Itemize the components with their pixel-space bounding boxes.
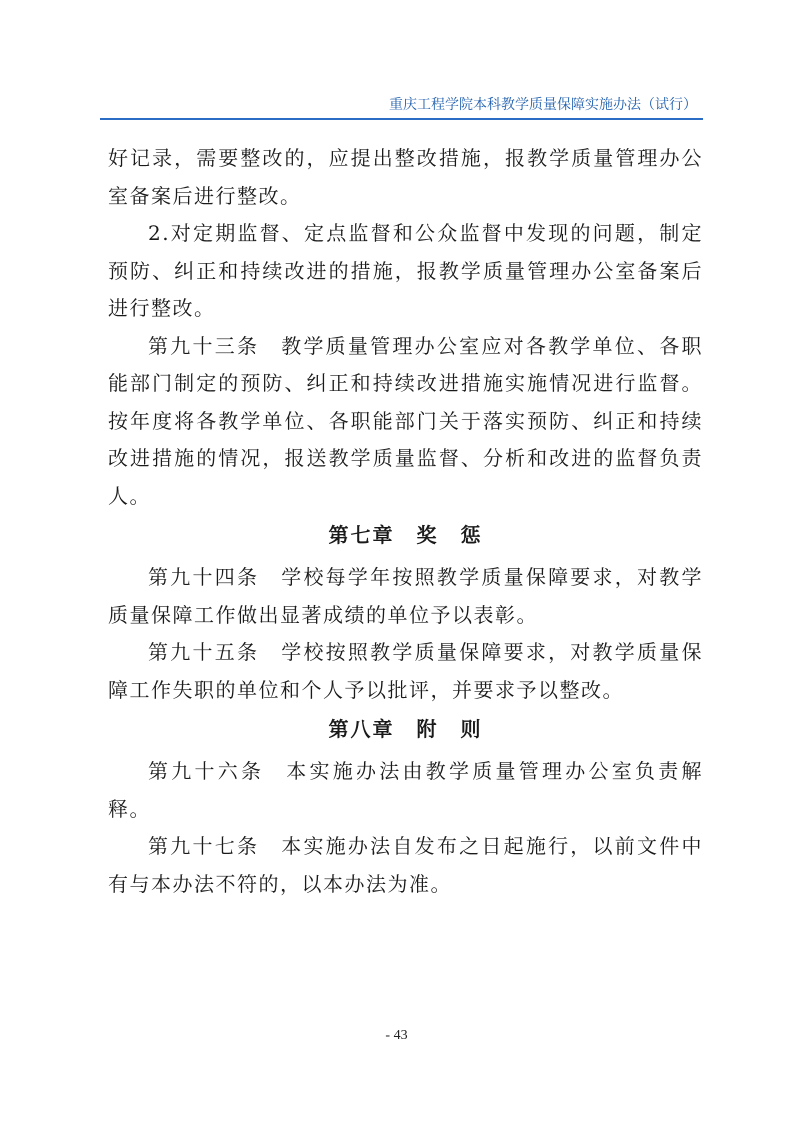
article-text: 本实施办法自发布之日起施行，以前文件中有与本办法不符的，以本办法为准。 <box>108 834 704 896</box>
paragraph-continuation: 好记录，需要整改的，应提出整改措施，报教学质量管理办公室备案后进行整改。 <box>108 146 703 208</box>
paragraph-item-2: 2.对定期监督、定点监督和公众监督中发现的问题，制定预防、纠正和持续改进的措施，报教学质量管理办公室备案后进行整改。 <box>108 221 703 320</box>
page-number: - 43 <box>385 1028 408 1043</box>
chapter-heading-8: 第八章 附 则 <box>328 717 483 741</box>
article-number: 第九十七条 <box>148 834 260 858</box>
article-text: 教学质量管理办公室应对各教学单位、各职能部门制定的预防、纠正和持续改进措施实施情况进行监督。按年度将各教学单位、各职能部门关于落实预防、纠正和持续改进措施的情况，报送教学质量监督、分析和改进的监督负责人。 <box>108 333 704 508</box>
article-text: 本实施办法由教学质量管理办公室负责解释。 <box>108 759 703 821</box>
running-header-title: 重庆工程学院本科教学质量保障实施办法（试行） <box>389 97 697 113</box>
article-96 <box>108 753 703 828</box>
document-body <box>108 140 703 903</box>
article-number: 第九十五条 <box>148 640 260 664</box>
article-number: 第九十六条 <box>148 759 265 783</box>
article-number: 第九十四条 <box>148 565 260 589</box>
article-text: 学校每学年按照教学质量保障要求，对教学质量保障工作做出显著成绩的单位予以表彰。 <box>108 565 704 627</box>
header-divider <box>100 118 703 120</box>
article-text: 学校按照教学质量保障要求，对教学质量保障工作失职的单位和个人予以批评，并要求予以整改。 <box>108 640 704 702</box>
article-number: 第九十三条 <box>148 333 260 358</box>
article-95 <box>108 634 703 709</box>
article-97 <box>108 828 703 903</box>
article-93 <box>108 328 703 516</box>
article-94 <box>108 559 703 634</box>
chapter-heading-7: 第七章 奖 惩 <box>328 523 483 547</box>
